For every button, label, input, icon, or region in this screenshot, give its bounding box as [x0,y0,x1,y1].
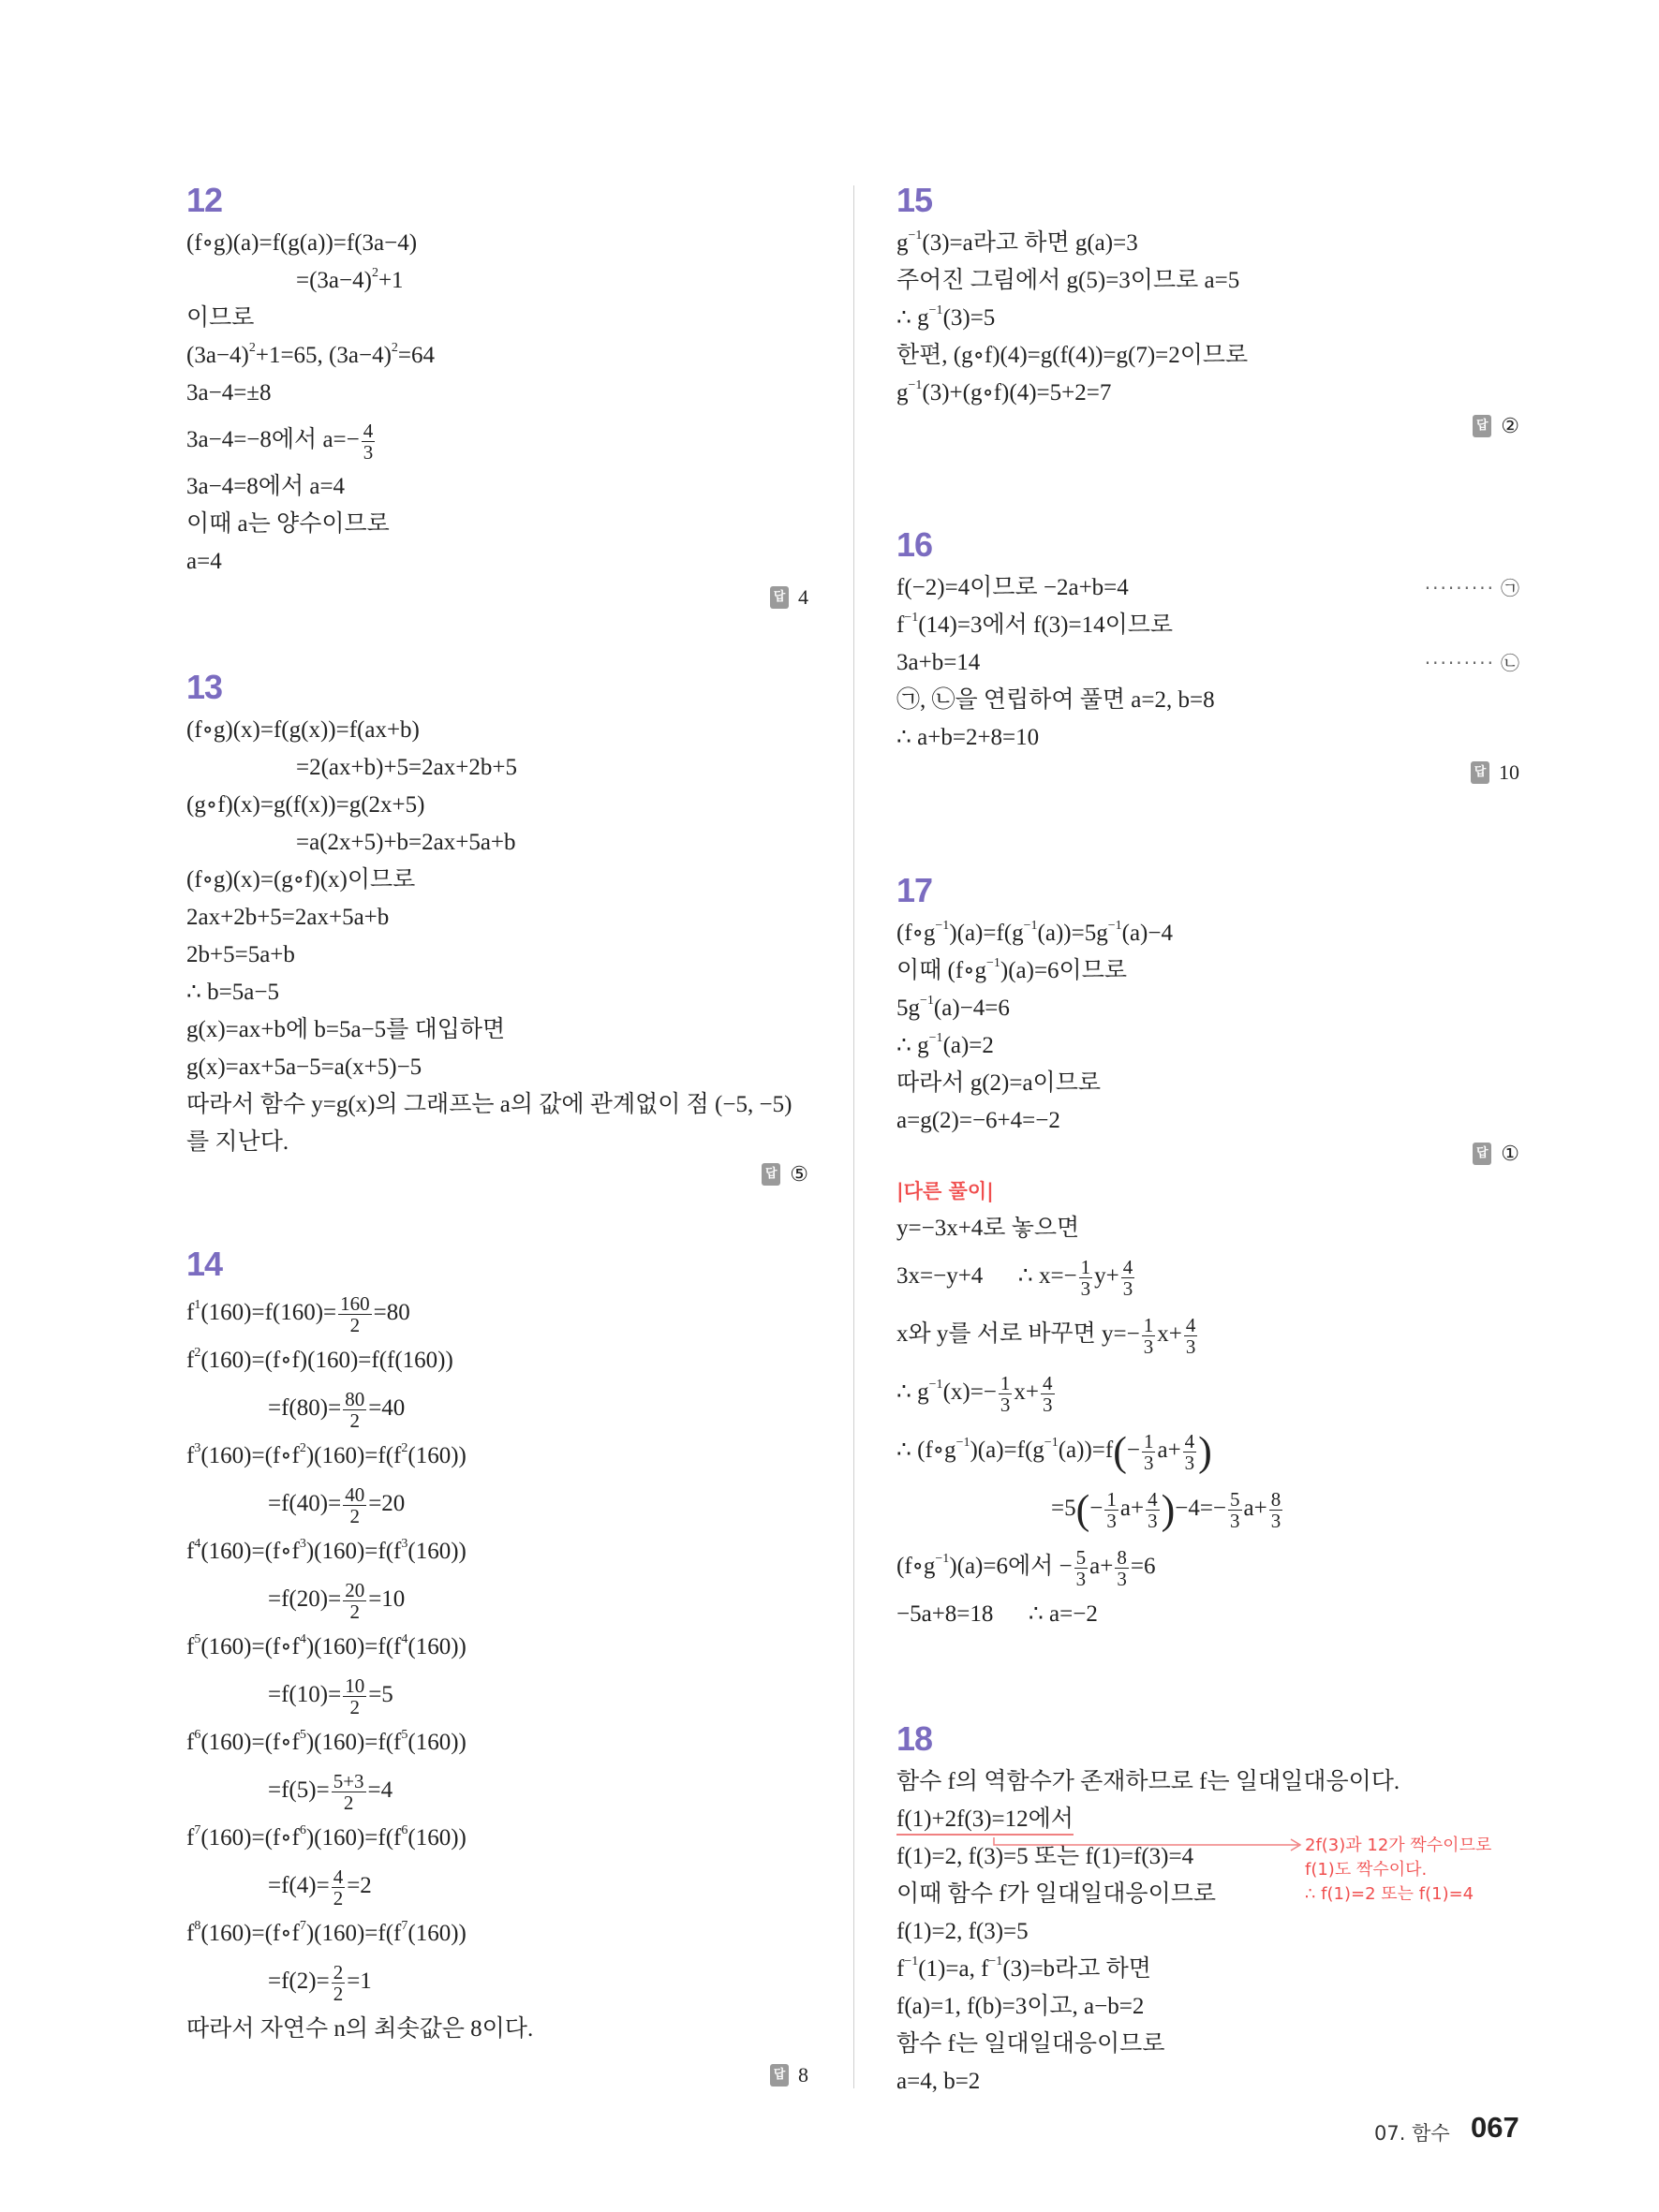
math-text: y=−3x+4로 놓으면 [896,1216,1080,1241]
math-text: 이때 a는 양수이므로 [186,511,390,537]
math-text: +1 [378,268,404,293]
math-text: =4 [367,1777,393,1803]
math-text: (f∘g)(a)=f(g(a))=f(3a−4) [186,230,418,256]
math-text: ㉠, ㉡을 연립하여 풀면 a=2, b=8 [896,687,1215,713]
math-text: =5 [368,1682,393,1707]
math-text: −5a+8=18 ∴ a=−2 [896,1601,1098,1627]
math-text: f(1)=2, f(3)=5 [896,1919,1029,1944]
math-text: f [186,1730,195,1755]
superscript: −1 [985,956,1000,970]
marker-symbol: ㉠ [1501,577,1519,599]
denominator: 2 [333,1886,344,1910]
numerator: 8 [1117,1545,1127,1569]
superscript: −1 [904,1954,919,1969]
math-text: (160)=(f∘f [200,1730,300,1755]
superscript: 7 [194,1823,201,1837]
math-text: =80 [373,1300,410,1325]
math-text: (3)=b라고 하면 [1002,1956,1151,1982]
superscript: −1 [928,1031,943,1045]
math-text: )(160)=f(f [305,1539,402,1564]
math-text: f [186,1921,195,1946]
superscript: 2 [248,341,256,355]
math-text: x와 y를 서로 바꾸면 y=− [896,1321,1140,1347]
math-text: 2ax+2b+5=2ax+5a+b [186,905,390,930]
answer-icon: 답 [1473,1143,1491,1165]
math-text: f(1)+2f(3)=12에서 [896,1806,1074,1832]
math-text: )(160)=f(f [305,1730,402,1755]
denominator: 3 [1117,1567,1127,1590]
math-text: f [186,1443,195,1468]
math-text: =5 [1051,1496,1076,1521]
math-text: (160)=(f∘f)(160)=f(f(160)) [200,1348,453,1373]
math-text: =1 [347,1969,372,1994]
denominator: 2 [349,1600,360,1623]
denominator: 3 [1270,1509,1281,1532]
large-parenthesis: ) [1161,1486,1176,1533]
math-text: ∴ (f∘g [896,1438,956,1463]
math-text: =f(2)= [268,1969,330,1994]
problem-number: 17 [896,871,933,909]
math-text: f [186,1348,195,1373]
denominator: 2 [333,1982,344,2005]
note-line: f(1)도 짝수이다. [1305,1860,1428,1880]
math-text: 5g [896,995,920,1021]
numerator: 5 [1230,1487,1240,1511]
page-number: 067 [1471,2111,1519,2144]
denominator: 3 [1143,1451,1154,1474]
math-text: (14)=3에서 f(3)=14이므로 [918,612,1174,638]
problem-number: 12 [186,181,223,219]
math-text: (160)=(f∘f [200,1825,300,1851]
superscript: −1 [935,1552,950,1566]
denominator: 3 [1000,1393,1011,1416]
leader-dots: ········· [1424,577,1495,599]
math-text: (x)=− [942,1379,997,1405]
math-text: ∴ b=5a−5 [186,980,279,1005]
answer-icon: 답 [770,586,789,609]
numerator: 5+3 [333,1769,364,1792]
problem-number: 14 [186,1245,223,1283]
superscript: 1 [194,1298,201,1312]
superscript: 5 [194,1632,201,1646]
superscript: 2 [401,1441,408,1455]
math-text: (f∘g)(x)=(g∘f)(x)이므로 [186,867,416,892]
superscript: −1 [1044,1436,1059,1450]
superscript: 2 [391,341,398,355]
numerator: 10 [345,1674,365,1697]
chapter-label: 07. 함수 [1374,2122,1450,2145]
math-text: (3)+(g∘f)(4)=5+2=7 [922,380,1112,406]
math-text: 3a−4=−8에서 a=− [186,427,360,452]
math-text: (a)−4=6 [933,995,1010,1021]
math-text: 이때 함수 f가 일대일대응이므로 [896,1881,1217,1907]
answer [762,1161,808,1187]
denominator: 2 [343,1791,354,1814]
math-text: ∴ g [896,1379,929,1405]
numerator: 4 [1148,1487,1158,1511]
math-text: − [1126,1438,1140,1463]
math-text: a+ [1157,1438,1181,1463]
denominator: 3 [1043,1393,1053,1416]
superscript: −1 [904,611,919,625]
math-text: )(a)=f(g [949,921,1024,946]
math-text: (a))=f [1058,1438,1114,1463]
math-text: a+ [1119,1496,1145,1521]
superscript: −1 [908,378,923,392]
math-text: f [896,612,905,638]
superscript: 3 [401,1537,408,1551]
math-text: g(x)=ax+b에 b=5a−5를 대입하면 [186,1017,506,1042]
answer-value: 4 [798,585,808,609]
superscript: 5 [299,1728,306,1742]
math-text: =6 [1130,1554,1156,1579]
superscript: −1 [935,919,950,933]
math-text: 함수 f의 역함수가 존재하므로 f는 일대일대응이다. [896,1769,1400,1794]
superscript: 5 [401,1728,408,1742]
math-text: (3)=5 [942,305,996,331]
math-text: 이므로 [186,305,255,331]
numerator: 4 [333,1865,344,1888]
denominator: 3 [1143,1335,1154,1358]
answer [1471,759,1519,786]
math-text: =20 [368,1491,406,1516]
math-text: =f(4)= [268,1873,330,1898]
denominator: 3 [1122,1276,1133,1300]
math-text: 이때 (f∘g [896,958,986,983]
math-text: 3a−4=±8 [186,380,272,406]
superscript: 4 [401,1632,408,1646]
superscript: 2 [299,1441,306,1455]
superscript: −1 [1023,919,1038,933]
denominator: 3 [1075,1567,1087,1590]
math-text: x+ [1014,1379,1040,1405]
math-text: (a)=2 [942,1033,994,1058]
answer-value: ⑤ [790,1162,808,1186]
denominator: 2 [349,1408,360,1432]
numerator: 1 [1000,1371,1011,1394]
math-text: (3)=a라고 하면 g(a)=3 [922,230,1138,256]
alt-solution-label: |다른 풀이| [896,1180,994,1202]
denominator: 3 [363,440,374,464]
math-text: −4=− [1175,1496,1227,1521]
math-text: 2b+5=5a+b [186,942,295,967]
annotation-note-18 [1305,1834,1491,1907]
math-text: (160)=f(160)= [200,1300,337,1325]
large-parenthesis: ) [1198,1428,1212,1475]
math-text: (3a−4) [186,343,249,368]
math-text: (160)=(f∘f [200,1443,300,1468]
math-text: a=4 [186,549,222,574]
math-text: f [186,1825,195,1851]
answer-icon: 답 [1471,761,1489,784]
numerator: 4 [363,419,374,442]
math-text: (160)=(f∘f [200,1539,300,1564]
math-text: =f(10)= [268,1682,342,1707]
math-text: g [896,230,909,256]
denominator: 2 [349,1504,360,1527]
math-text: 3a−4=8에서 a=4 [186,474,346,499]
math-text: x+ [1157,1321,1182,1347]
math-text: (160)=(f∘f [200,1634,300,1659]
leader-dots: ········· [1424,652,1495,674]
note-line: 2f(3)과 12가 짝수이므로 [1305,1836,1492,1855]
problem-number: 18 [896,1719,933,1758]
superscript: −1 [928,303,943,317]
superscript: 2 [371,266,378,280]
note-line: ∴ f(1)=2 또는 f(1)=4 [1305,1884,1474,1904]
math-text: ∴ a+b=2+8=10 [896,725,1040,750]
math-text: a+ [1089,1554,1114,1579]
superscript: 6 [299,1823,306,1837]
superscript: −1 [1107,919,1122,933]
math-text: f(−2)=4이므로 −2a+b=4 [896,575,1129,600]
numerator: 1 [1143,1429,1154,1453]
math-text: )(a)=f(g [970,1438,1044,1463]
answer [770,584,808,611]
math-text: (160)) [407,1825,467,1851]
math-text: )(160)=f(f [305,1825,402,1851]
math-text: =f(5)= [268,1777,330,1803]
math-text: g(x)=ax+5a−5=a(x+5)−5 [186,1054,422,1080]
numerator: 2 [333,1960,344,1983]
superscript: 4 [194,1537,201,1551]
math-text: (160)) [407,1921,467,1946]
superscript: −1 [920,994,934,1008]
math-text: )(160)=f(f [305,1921,402,1946]
denominator: 3 [1148,1509,1158,1532]
math-text: 함수 f는 일대일대응이므로 [896,2031,1165,2057]
denominator: 3 [1184,1451,1195,1474]
math-text: 3a+b=14 [896,650,981,675]
denominator: 2 [349,1313,361,1336]
superscript: 3 [194,1441,201,1455]
answer-value: 8 [798,2063,808,2087]
answer-icon: 답 [1473,415,1491,437]
math-text: (1)=a, f [918,1956,989,1982]
math-text: y+ [1094,1263,1119,1289]
large-parenthesis: ( [1113,1428,1127,1475]
math-text: 따라서 g(2)=a이므로 [896,1070,1101,1096]
math-text: =f(40)= [268,1491,342,1516]
superscript: 4 [299,1632,306,1646]
denominator: 3 [1080,1276,1091,1300]
numerator: 80 [345,1387,365,1410]
math-text: (160)) [407,1730,467,1755]
math-text: (160)=(f∘f [200,1921,300,1946]
math-text: f(a)=1, f(b)=3이고, a−b=2 [896,1994,1145,2019]
problem-number: 15 [896,181,933,219]
math-text: 를 지난다. [186,1129,289,1155]
math-text: =64 [397,343,436,368]
math-text: =f(80)= [268,1395,342,1421]
answer [1473,1141,1519,1167]
numerator: 4 [1185,1313,1196,1336]
math-text: (160)) [407,1443,467,1468]
marker-symbol: ㉡ [1501,652,1519,674]
numerator: 20 [345,1578,365,1601]
numerator: 5 [1075,1545,1087,1569]
answer-icon: 답 [770,2064,789,2087]
math-text: =2(ax+b)+5=2ax+2b+5 [296,755,517,780]
math-text: )(160)=f(f [305,1634,402,1659]
superscript: −1 [988,1954,1003,1969]
math-text: a+ [1243,1496,1267,1521]
math-text: 따라서 함수 y=g(x)의 그래프는 a의 값에 관계없이 점 (−5, −5) [186,1092,792,1117]
math-text: =2 [347,1873,372,1898]
math-text: (a)−4 [1121,921,1173,946]
numerator: 1 [1143,1313,1154,1336]
answer-value: 10 [1499,760,1519,784]
math-text: (f∘g [896,921,936,946]
math-text: (160)) [407,1539,467,1564]
math-text: f [186,1300,195,1325]
numerator: 8 [1270,1487,1281,1511]
math-text: 3x=−y+4 ∴ x=− [896,1263,1077,1289]
math-text: =40 [368,1395,406,1421]
superscript: 6 [194,1728,201,1742]
superscript: 7 [299,1919,306,1933]
problem-number: 16 [896,525,933,564]
problem-number: 13 [186,668,223,706]
math-text: )(a)=6에서 − [949,1554,1073,1579]
math-text: − [1089,1496,1104,1521]
superscript: −1 [908,229,923,243]
math-text: f [186,1539,195,1564]
numerator: 4 [1043,1371,1053,1394]
numerator: 4 [1122,1255,1133,1278]
answer [1473,413,1519,439]
superscript: −1 [928,1378,943,1392]
math-text: )(a)=6이므로 [1000,958,1127,983]
math-text: (a))=5g [1037,921,1108,946]
answer [770,2062,808,2088]
answer-value: ② [1501,414,1519,437]
numerator: 160 [340,1291,370,1315]
math-text: )(160)=f(f [305,1443,402,1468]
superscript: 6 [401,1823,408,1837]
math-text: ∴ g [896,305,929,331]
denominator: 2 [349,1695,360,1718]
math-text: =(3a−4) [296,268,372,293]
answer-value: ① [1501,1142,1519,1165]
numerator: 4 [1184,1429,1195,1453]
math-text: =f(20)= [268,1586,342,1612]
answer-icon: 답 [762,1163,780,1186]
math-text: =10 [368,1586,406,1612]
math-text: +1=65, (3a−4) [255,343,392,368]
superscript: 7 [401,1919,408,1933]
math-text: (f∘g [896,1554,936,1579]
math-text: a=g(2)=−6+4=−2 [896,1108,1060,1133]
math-text: (g∘f)(x)=g(f(x))=g(2x+5) [186,792,425,818]
math-text: (160)) [407,1634,467,1659]
math-text: =a(2x+5)+b=2ax+5a+b [296,830,516,855]
numerator: 1 [1106,1487,1117,1511]
math-text: (f∘g)(x)=f(g(x))=f(ax+b) [186,717,420,743]
math-text: f [186,1634,195,1659]
numerator: 40 [345,1482,365,1506]
superscript: −1 [955,1436,970,1450]
denominator: 3 [1185,1335,1196,1358]
superscript: 3 [299,1537,306,1551]
math-text: ∴ g [896,1033,929,1058]
math-text: 한편, (g∘f)(4)=g(f(4))=g(7)=2이므로 [896,343,1249,368]
math-text: a=4, b=2 [896,2069,981,2094]
large-parenthesis: ( [1075,1486,1090,1533]
numerator: 1 [1080,1255,1091,1278]
math-text: f(1)=2, f(3)=5 또는 f(1)=f(3)=4 [896,1844,1194,1869]
math-text: g [896,380,909,406]
math-text: 따라서 자연수 n의 최솟값은 8이다. [186,2016,534,2042]
superscript: 2 [194,1346,201,1360]
math-text: f [896,1956,905,1982]
math-text: 주어진 그림에서 g(5)=3이므로 a=5 [896,268,1240,293]
superscript: 8 [194,1919,201,1933]
denominator: 3 [1106,1509,1117,1532]
denominator: 3 [1230,1509,1240,1532]
